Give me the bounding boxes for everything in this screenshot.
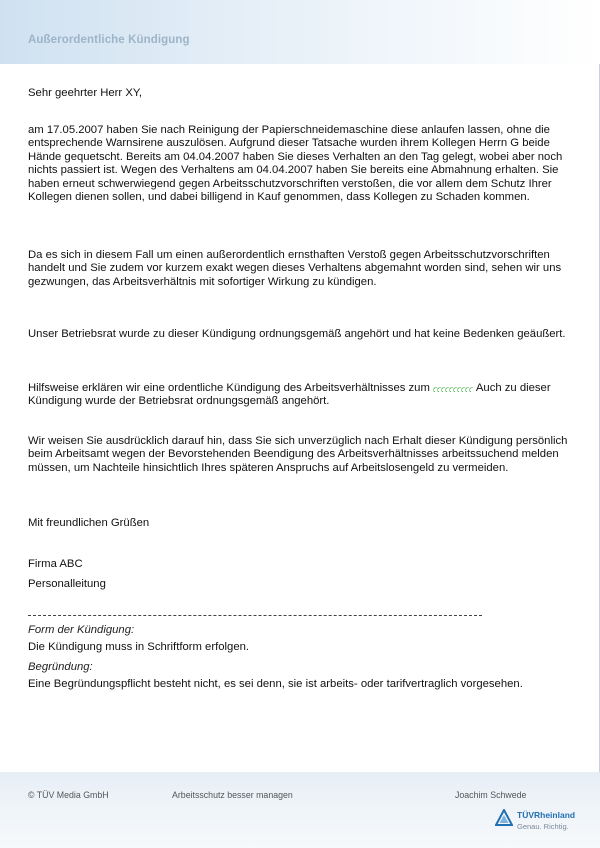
salutation: Sehr geehrter Herr XY, [28,87,143,99]
dashed-divider [28,615,482,616]
alternative-notice-text: Hilfsweise erklären wir eine ordentliche Kündigung des Arbeitsverhältnisses zum [28,382,430,394]
paragraph-employment-office: Wir weisen Sie ausdrücklich darauf hin, dass Sie sich unverzüglich nach Erhalt dieser Kündigung persönlich beim Arbeitsamt wegen der Bevorstehenden Beendigung des Arbeitsverhältnisses arbeitssuchend melden müssen, um Nachteile hinsichtlich Ihres späteren Anspruchs auf Arbeitslosengeld zu vermeiden. [28,435,568,474]
reason-note-text: Eine Begründungspflicht besteht nicht, es sei denn, sie ist arbeits- oder tarifvertraglich vorgesehen. [28,678,523,690]
footer-author: Joachim Schwede [455,790,527,800]
triangle-logo-icon [495,809,513,827]
company-name: Firma ABC [28,558,83,570]
paragraph-works-council: Unser Betriebsrat wurde zu dieser Kündigung ordnungsgemäß angehört und hat keine Bedenken geäußert. [28,328,566,340]
footer-slogan: Arbeitsschutz besser managen [172,790,293,800]
tuv-logo [495,806,590,840]
paragraph-termination: Da es sich in diesem Fall um einen außerordentlich ernsthaften Verstoß gegen Arbeitsschutzvorschriften handelt und Sie zudem vor kurzem exakt wegen dieses Verhaltens abgemahnt worden sind, sehen wir uns gezwungen, das Arbeitsverhältnis mit sofortiger Wirkung zu kündigen. [28,249,562,288]
footer-copyright: © TÜV Media GmbH [28,790,109,800]
form-note-label: Form der Kündigung: [28,624,135,636]
paragraph-alternative-notice [28,382,576,409]
logo-tagline: Genau. Richtig. [517,822,569,831]
alternative-notice-text-cont: Auch zu dieser Kündigung wurde der Betriebsrat ordnungsgemäß angehört. [28,382,551,408]
form-note-text: Die Kündigung muss in Schriftform erfolgen. [28,641,250,653]
department-name: Personalleitung [28,578,106,590]
spellcheck-squiggle-icon [433,386,473,392]
header-band [0,0,600,64]
logo-name: TÜVRheinland [517,810,576,820]
document-title: Außerordentliche Kündigung [28,34,190,46]
closing-greeting: Mit freundlichen Grüßen [28,517,150,529]
reason-note-label: Begründung: [28,661,93,673]
paragraph-incident: am 17.05.2007 haben Sie nach Reinigung der Papierschneidemaschine diese anlaufen lassen, ohne die entsprechende Warnsirene auszulösen. Aufgrund dieser Tatsache wurden ihrem Kollegen Herrn G beide Hände gequetscht. Bereits am 04.04.2007 haben Sie dieses Verhalten an den Tag gelegt, wobei aber noch nichts passiert ist. Wegen des Verhaltens am 04.04.2007 haben Sie bereits eine Abmahnung erhalten. Sie haben erneut schwerwiegend gegen Arbeitsschutzvorschriften verstoßen, die vor allem dem Schutz Ihrer Kollegen dienen sollen, und dabei billigend in Kauf genommen, dass Kollegen zu Schaden kommen. [28,124,563,204]
